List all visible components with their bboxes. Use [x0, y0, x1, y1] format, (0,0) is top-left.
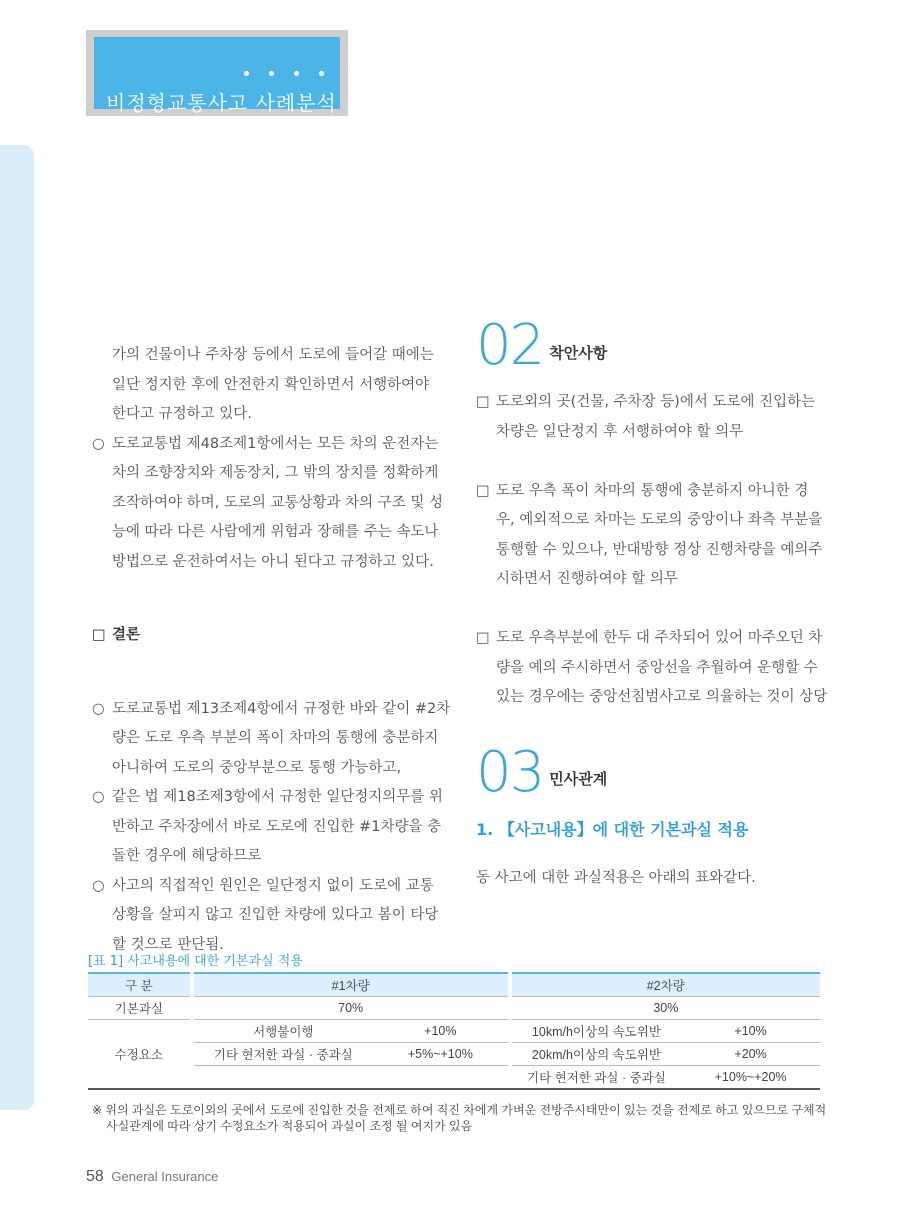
section-title-box — [86, 30, 348, 116]
adjust-label: 수정요소 — [88, 1020, 190, 1090]
conclusion-line: 할 것으로 판단됨. — [112, 936, 224, 953]
page-number: 58 — [86, 1168, 104, 1185]
conclusion-heading: □ 결론 — [92, 621, 452, 651]
fault-table — [88, 972, 820, 1090]
header-category: 구 분 — [88, 973, 190, 997]
section-title: 민사관계 — [549, 770, 608, 788]
table-row — [88, 1020, 820, 1043]
subsection-text: 동 사고에 대한 과실적용은 아래의 표와같다. — [476, 870, 756, 886]
square-bullet-icon: □ — [476, 394, 490, 410]
square-bullet-icon: □ — [92, 627, 106, 643]
section-02-heading — [476, 313, 831, 378]
basic-v2: 30% — [512, 997, 820, 1020]
circle-bullet-icon: ○ — [92, 789, 105, 805]
note-mark: ※ — [92, 1103, 103, 1117]
body-line: 일단 정지한 후에 안전한지 확인하면서 서행하여야 — [112, 376, 430, 393]
header-vehicle-2: #2차량 — [512, 973, 820, 997]
body-line: 능에 따라 다른 사람에게 위험과 장해를 주는 속도나 — [112, 524, 439, 540]
circle-bullet-icon: ○ — [92, 700, 105, 717]
cell — [194, 1066, 373, 1090]
section-title: 착안사항 — [549, 343, 608, 362]
section-title-banner — [94, 37, 340, 115]
left-column — [92, 341, 452, 960]
table-row — [88, 997, 820, 1020]
cell: 기타 현저한 과실 · 중과실 — [512, 1066, 682, 1090]
table-row — [88, 1066, 820, 1090]
square-bullet-icon: □ — [476, 482, 490, 499]
cell: +5%~+10% — [373, 1043, 508, 1066]
table-caption: [표 1] 사고내용에 대한 기본과실 적용 — [88, 954, 303, 969]
cell: 10km/h이상의 속도위반 — [512, 1020, 682, 1043]
body-line: 한다고 규정하고 있다. — [112, 406, 252, 422]
item-line: □ 도로 우측부분에 한두 대 주차되어 있어 마주오던 차 — [476, 624, 831, 654]
item-line: 통행할 수 있으나, 반대방향 정상 진행차량을 예의주 — [496, 541, 823, 558]
note-line: 사실관계에 따라 상기 수정요소가 적용되어 과실이 조정 될 여지가 있음 — [106, 1119, 473, 1133]
conclusion-line: ○ 같은 법 제18조제3항에서 규정한 일단정지의무를 위 — [92, 783, 452, 813]
header-vehicle-1: #1차량 — [194, 973, 508, 997]
journal-name: General Insurance — [111, 1169, 219, 1184]
table-note — [92, 1102, 832, 1134]
cell: 기타 현저한 과실 · 중과실 — [194, 1043, 373, 1066]
circle-bullet-icon: ○ — [92, 877, 105, 894]
body-line: ○ 도로교통법 제48조제1항에서는 모든 차의 운전자는 — [92, 430, 452, 460]
cell: 20km/h이상의 속도위반 — [512, 1043, 682, 1066]
page-footer — [86, 1168, 218, 1186]
conclusion-line: 상황을 살피지 않고 진입한 차량에 있다고 봄이 타당 — [112, 907, 439, 923]
item-line: 차량은 일단정지 후 서행하여야 할 의무 — [496, 423, 744, 440]
section-number: 03 — [476, 739, 544, 805]
body-line: 가의 건물이나 주차장 등에서 도로에 들어갈 때에는 — [112, 347, 434, 363]
basic-label: 기본과실 — [88, 997, 190, 1020]
item-line: 시하면서 진행하여야 할 의무 — [496, 571, 678, 587]
conclusion-line: 량은 도로 우측 부분의 폭이 차마의 통행에 충분하지 — [112, 730, 439, 746]
item-line: 량을 예의 주시하면서 중앙선을 추월하여 운행할 수 — [496, 659, 818, 676]
circle-bullet-icon: ○ — [92, 435, 105, 452]
note-line: 위의 과실은 도로이외의 곳에서 도로에 진입한 것을 전제로 하여 직진 차에게 가벼운 전방주시태만이 있는 것을 전제로 하고 있으므로 구체적 — [105, 1103, 827, 1117]
item-line: □ 도로 우측 폭이 차마의 통행에 충분하지 아니한 경 — [476, 477, 831, 507]
title-dots — [244, 71, 324, 77]
cell: 서행불이행 — [194, 1020, 373, 1043]
side-tab — [0, 145, 34, 1110]
conclusion-line: ○ 도로교통법 제13조제4항에서 규정한 바와 같이 #2차 — [92, 695, 452, 725]
item-line: 있는 경우에는 중앙선침범사고로 의율하는 것이 상당 — [496, 689, 828, 705]
table-header-row — [88, 973, 820, 997]
item-line: □ 도로외의 곳(건물, 주차장 등)에서 도로에 진입하는 — [476, 388, 831, 418]
right-column — [476, 313, 831, 894]
conclusion-line: 반하고 주차장에서 바로 도로에 진입한 #1차량을 충 — [112, 818, 442, 835]
conclusion-line: 돌한 경우에 해당하므로 — [112, 848, 262, 864]
subsection-heading: 1. 【사고내용】에 대한 기본과실 적용 — [476, 819, 749, 839]
item-line: 우, 예외적으로 차마는 도로의 중앙이나 좌측 부분을 — [496, 512, 823, 528]
section-title: 비정형교통사고 사례분석 — [106, 91, 337, 115]
conclusion-line: 아니하여 도로의 중앙부분으로 통행 가능하고, — [112, 759, 402, 776]
conclusion-line: ○ 사고의 직접적인 원인은 일단정지 없이 도로에 교통 — [92, 872, 452, 902]
section-number: 02 — [476, 313, 544, 378]
section-03-heading — [476, 739, 831, 805]
cell: +20% — [681, 1043, 820, 1066]
square-bullet-icon: □ — [476, 630, 490, 646]
cell: +10% — [373, 1020, 508, 1043]
body-line: 방법으로 운전하여서는 아니 된다고 규정하고 있다. — [112, 553, 434, 570]
body-line: 조작하여야 하며, 도로의 교통상황과 차의 구조 및 성 — [112, 494, 444, 511]
table-row — [88, 1043, 820, 1066]
cell: +10% — [681, 1020, 820, 1043]
body-line: 차의 조향장치와 제동장치, 그 밖의 장치를 정확하게 — [112, 465, 439, 481]
cell — [373, 1066, 508, 1090]
basic-v1: 70% — [194, 997, 508, 1020]
cell: +10%~+20% — [681, 1066, 820, 1090]
